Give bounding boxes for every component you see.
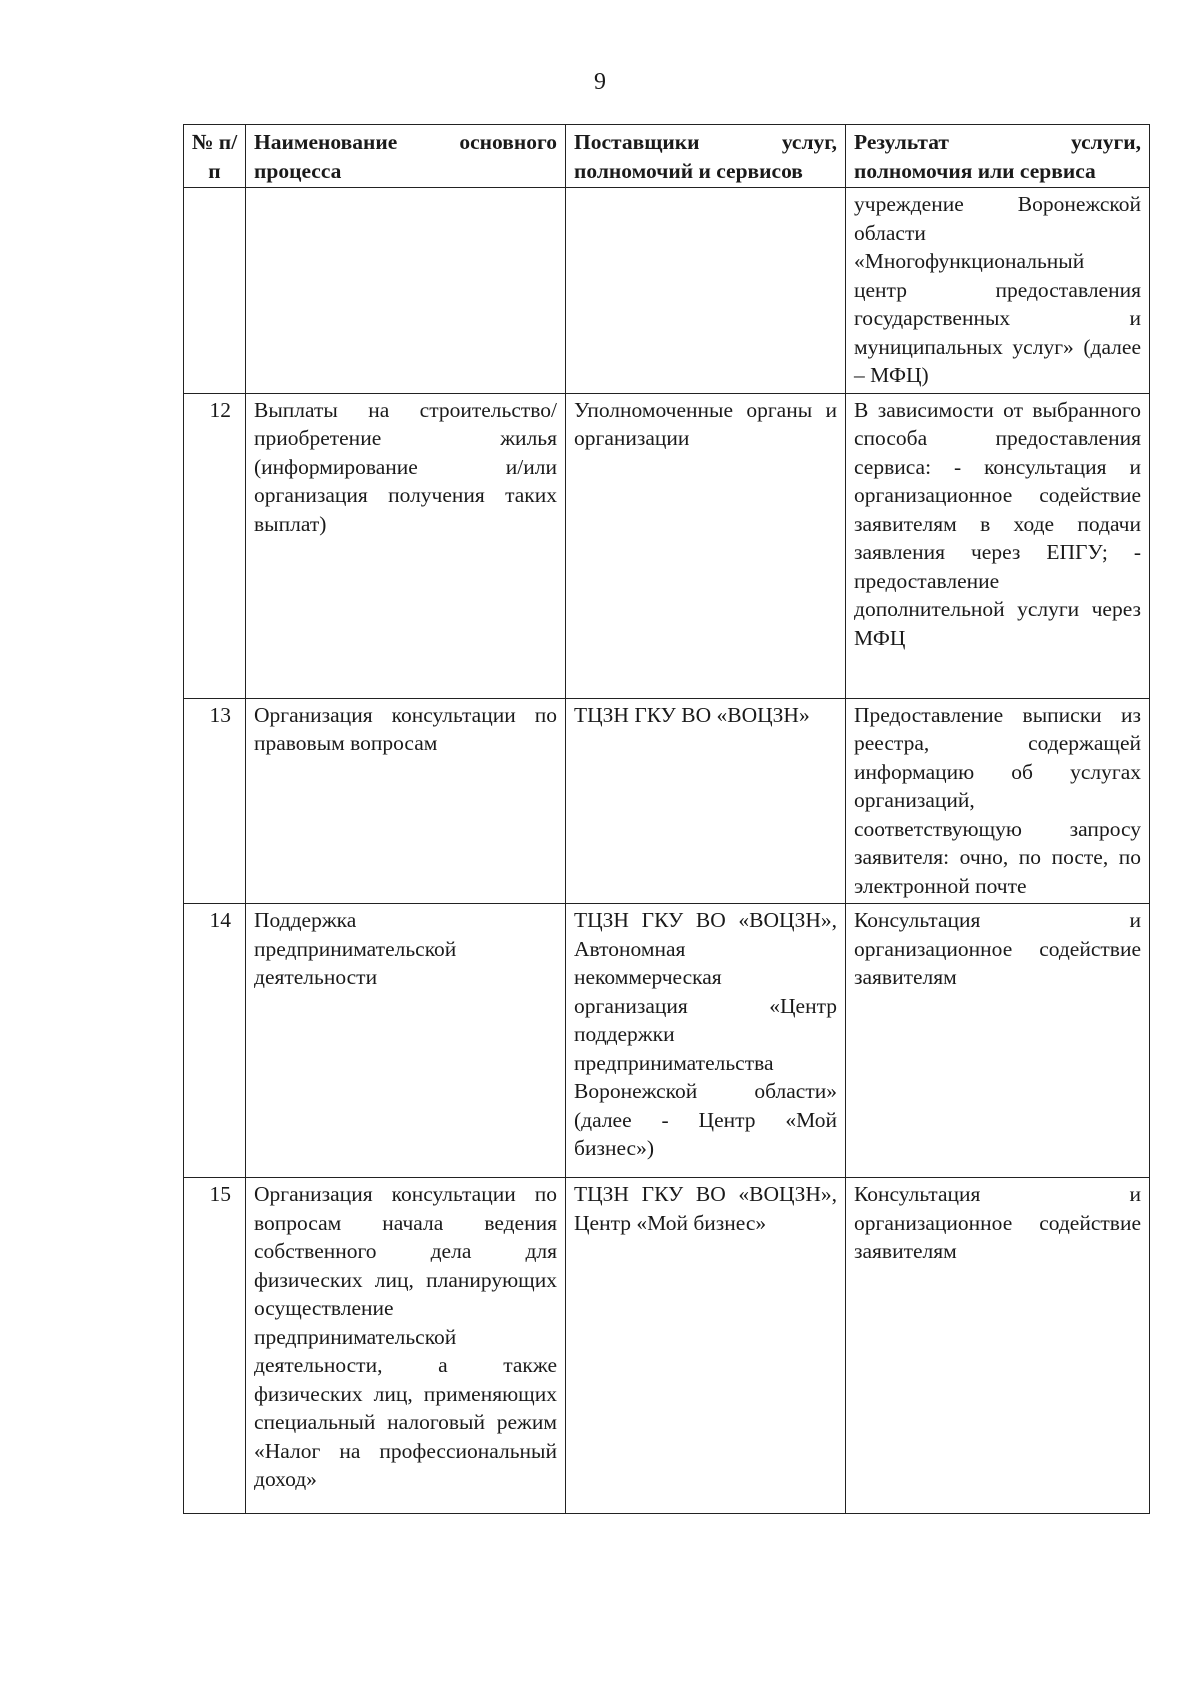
cell-providers: Уполномоченные органы и организации (566, 393, 846, 698)
table-row (184, 1178, 1150, 1514)
cell-num: 14 (184, 904, 246, 1178)
table-row (184, 188, 1150, 394)
header-row (184, 125, 1150, 188)
cell-num (184, 188, 246, 394)
header-process: Наименование основного процесса (246, 125, 566, 188)
cell-result: учреждение Воронежской области «Многофункциональный центр предоставления государственных и муниципальных услуг» (далее – МФЦ) (846, 188, 1150, 394)
cell-result: Консультация и организационное содействие заявителям (846, 1178, 1150, 1514)
cell-result: Предоставление выписки из реестра, содержащей информацию об услугах организаций, соответствующую запросу заявителя: очно, по посте, по электронной почте (846, 698, 1150, 904)
cell-process: Выплаты на строительство/приобретение жилья (информирование и/или организация получения таких выплат) (246, 393, 566, 698)
cell-process: Организация консультации по правовым вопросам (246, 698, 566, 904)
table-row (184, 904, 1150, 1178)
table-body (184, 188, 1150, 1514)
header-result: Результат услуги, полномочия или сервиса (846, 125, 1150, 188)
cell-process: Поддержка предпринимательской деятельности (246, 904, 566, 1178)
cell-process: Организация консультации по вопросам начала ведения собственного дела для физических лиц, планирующих осуществление предпринимательской деятельности, а также физических лиц, применяющих специальный налоговый режим «Налог на профессиональный доход» (246, 1178, 566, 1514)
cell-process (246, 188, 566, 394)
cell-providers: ТЦЗН ГКУ ВО «ВОЦЗН» (566, 698, 846, 904)
table-header (184, 125, 1150, 188)
cell-num: 13 (184, 698, 246, 904)
cell-providers: ТЦЗН ГКУ ВО «ВОЦЗН», Центр «Мой бизнес» (566, 1178, 846, 1514)
table-row (184, 393, 1150, 698)
services-table (183, 124, 1150, 1514)
table-row (184, 698, 1150, 904)
header-num: № п/п (184, 125, 246, 188)
header-providers: Поставщики услуг, полномочий и сервисов (566, 125, 846, 188)
cell-result: Консультация и организационное содействие заявителям (846, 904, 1150, 1178)
page-number: 9 (594, 69, 606, 95)
cell-num: 15 (184, 1178, 246, 1514)
cell-num: 12 (184, 393, 246, 698)
cell-result: В зависимости от выбранного способа предоставления сервиса: - консультация и организационное содействие заявителям в ходе подачи заявления через ЕПГУ; - предоставление дополнительной услуги через МФЦ (846, 393, 1150, 698)
cell-providers: ТЦЗН ГКУ ВО «ВОЦЗН», Автономная некоммерческая организация «Центр поддержки предпринимательства Воронежской области» (далее - Центр «Мой бизнес») (566, 904, 846, 1178)
cell-providers (566, 188, 846, 394)
